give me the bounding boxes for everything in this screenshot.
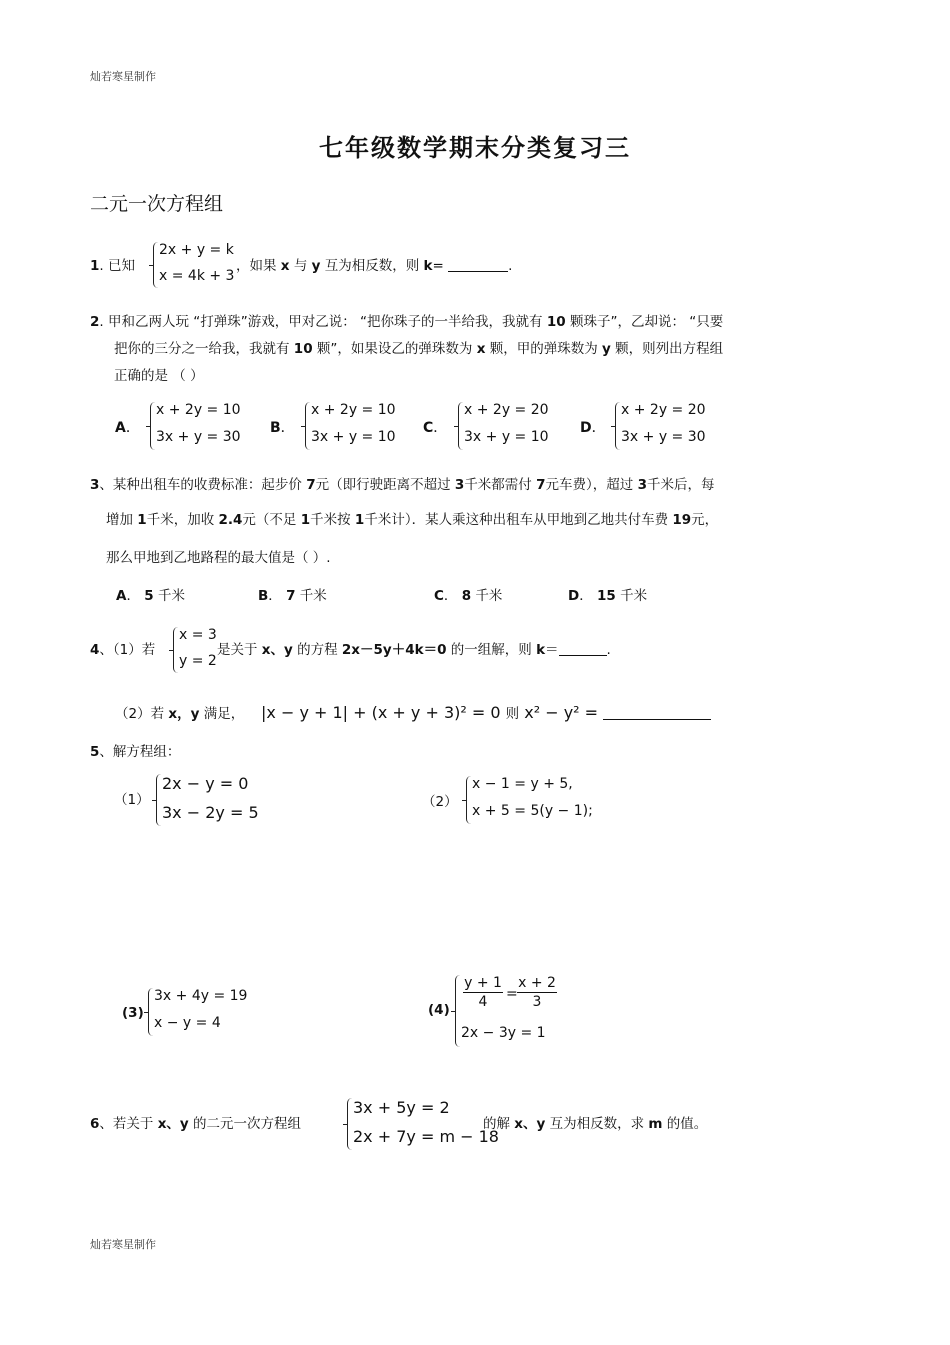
question-text: 、某种出租车的收费标准：起步价: [99, 477, 302, 493]
variables: x、y: [157, 1116, 189, 1132]
variable-y: y: [311, 258, 321, 274]
question-text: 、解方程组：: [99, 744, 181, 760]
variables: x、y: [514, 1116, 546, 1132]
question-text: 是关于: [217, 642, 258, 658]
equation: 3x − 2y = 5: [162, 803, 259, 822]
number: 10: [546, 314, 566, 330]
sub-question-label: （2）: [422, 794, 458, 810]
variable-k: k: [536, 642, 546, 658]
equals-sign: =: [506, 986, 518, 1002]
sub-question-label: （1）: [114, 792, 150, 808]
question-text: 增加: [106, 512, 133, 528]
option-label[interactable]: A．: [115, 420, 140, 436]
page-title: 七年级数学期末分类复习三: [319, 133, 631, 162]
equation: x − y = 4: [154, 1015, 221, 1031]
option-a-system[interactable]: [150, 402, 245, 450]
option-label[interactable]: C．: [423, 420, 448, 436]
question-text: 千米，加收: [146, 512, 215, 528]
question-text: 颗珠子”，乙却说： “只要: [569, 314, 724, 330]
equation: x + 2y = 20: [464, 402, 549, 418]
option-d-system[interactable]: [615, 402, 710, 450]
answer-blank[interactable]: [603, 705, 711, 720]
equation: x + 2y = 10: [156, 402, 241, 418]
option-label[interactable]: D．: [580, 420, 606, 436]
variable-x: x: [476, 341, 486, 357]
option-d[interactable]: D． 15 千米: [568, 588, 648, 604]
equation-system: [173, 627, 218, 673]
number: 1: [137, 512, 147, 528]
question-number: 4: [90, 642, 100, 658]
fraction: [463, 975, 503, 1010]
question-text: 千米计）．某人乘这种出租车从甲地到乙地共付车费: [364, 512, 669, 528]
number: 10: [293, 341, 313, 357]
equation: x = 4k + 3: [159, 268, 235, 284]
section-heading: 二元一次方程组: [90, 193, 224, 215]
equation: 2x－5y＋4k＝0: [341, 642, 447, 658]
question-number: 3: [90, 477, 100, 493]
number: 7: [306, 477, 316, 493]
option-c-system[interactable]: [458, 402, 553, 450]
equation: 2x + y = k: [159, 242, 234, 258]
equation-system: [148, 988, 248, 1036]
question-text: 的值。: [666, 1116, 708, 1132]
equation: 3x + y = 30: [156, 429, 241, 445]
option-label[interactable]: B．: [270, 420, 295, 436]
numerator: x + 2: [518, 975, 556, 991]
question-text: ，如果: [236, 258, 277, 274]
question-text: 互为相反数，则: [324, 258, 420, 274]
page-footer: 灿若寒星制作: [90, 1238, 156, 1251]
question-text: 满足，: [203, 706, 245, 722]
option-b-system[interactable]: [305, 402, 400, 450]
equation-system: [466, 776, 596, 824]
question-text: 元车费），超过: [545, 477, 634, 493]
equation: x + 2y = 10: [311, 402, 396, 418]
question-text: ＝: [545, 642, 559, 658]
question-text: 的解: [483, 1116, 510, 1132]
numerator: y + 1: [464, 975, 502, 991]
number: 1: [300, 512, 311, 528]
equation: 2x + 7y = m − 18: [353, 1127, 499, 1146]
answer-blank[interactable]: [559, 641, 607, 656]
number: 3: [637, 477, 647, 493]
question-text: 元，: [691, 512, 719, 528]
number: 19: [672, 512, 692, 528]
question-text: 那么甲地到乙地路程的最大值是（ ）.: [106, 550, 331, 566]
equation: 3x + 4y = 19: [154, 988, 248, 1004]
question-text: 颗，则列出方程组: [615, 341, 724, 357]
equation: 3x + y = 10: [464, 429, 549, 445]
variable-m: m: [648, 1116, 663, 1132]
equation-system: [153, 242, 243, 288]
equation: 3x + y = 30: [621, 429, 706, 445]
variables: x、y: [261, 642, 293, 658]
question-text: =: [432, 258, 444, 274]
option-b[interactable]: B． 7 千米: [258, 588, 327, 604]
number: 7: [536, 477, 546, 493]
question-text: 互为相反数，求: [549, 1116, 645, 1132]
question-text: 、若关于: [99, 1116, 154, 1132]
equation: 3x + y = 10: [311, 429, 396, 445]
question-text: . 甲和乙两人玩 “打弹珠”游戏，甲对乙说： “把你珠子的一半给我，我就有: [99, 314, 543, 330]
question-text: 颗，甲的弹珠数为: [489, 341, 598, 357]
equation: 3x + 5y = 2: [353, 1098, 450, 1117]
question-text: 颗”，如果设乙的弹珠数为: [316, 341, 473, 357]
number: 3: [454, 477, 465, 493]
question-text: .: [606, 642, 611, 658]
question-text: 千米都需付: [464, 477, 532, 493]
equation: x = 3: [179, 627, 217, 643]
variable-x: x: [280, 258, 290, 274]
denominator: 4: [478, 994, 488, 1010]
number: 2.4: [218, 512, 243, 528]
answer-blank[interactable]: [448, 257, 508, 272]
equation: 2x − 3y = 1: [461, 1025, 546, 1041]
question-text: 把你的三分之一给我，我就有: [114, 341, 290, 357]
equation: 2x − y = 0: [162, 774, 249, 793]
page-header: 灿若寒星制作: [90, 70, 156, 83]
question-text: 元（不足: [242, 512, 297, 528]
sub-question-label: (4): [428, 1002, 450, 1018]
question-text: 正确的是 （ ）: [114, 368, 204, 384]
question-text: 、（1）若: [99, 642, 156, 658]
equation-system: [455, 975, 565, 1047]
question-text: 的一组解，则: [450, 642, 532, 658]
question-number: 2: [90, 314, 100, 330]
variable-y: y: [602, 341, 611, 357]
fraction: [517, 975, 557, 1010]
variables: x，y: [168, 706, 200, 722]
question-text: . 已知: [99, 258, 135, 274]
equation: y = 2: [179, 653, 217, 669]
question-text: 元（即行驶距离不超过: [315, 477, 451, 493]
question-text: 的二元一次方程组: [193, 1116, 302, 1132]
equation: x + 2y = 20: [621, 402, 706, 418]
question-text: 的方程: [297, 642, 338, 658]
question-text: 与: [293, 258, 308, 274]
equation: |x − y + 1| + (x + y + 3)² = 0: [261, 703, 501, 722]
number: 1: [354, 512, 365, 528]
option-a[interactable]: A． 5 千米: [116, 588, 185, 604]
question-text: 千米按: [310, 512, 351, 528]
option-c[interactable]: C． 8 千米: [434, 588, 503, 604]
question-text: 则: [505, 706, 520, 722]
question-text: 千米后，每: [646, 477, 715, 493]
question-number: 6: [90, 1116, 100, 1132]
sub-question-label: (3): [122, 1005, 144, 1021]
denominator: 3: [532, 994, 542, 1010]
variable-k: k: [423, 258, 433, 274]
equation: x − 1 = y + 5,: [472, 776, 573, 792]
question-text: （2）若: [115, 706, 165, 722]
question-number: 1: [90, 258, 100, 274]
equation-system: [156, 774, 266, 826]
equation: x² − y² =: [524, 703, 599, 722]
equation: x + 5 = 5(y − 1);: [472, 803, 593, 819]
question-text: .: [508, 258, 513, 274]
question-number: 5: [90, 744, 100, 760]
